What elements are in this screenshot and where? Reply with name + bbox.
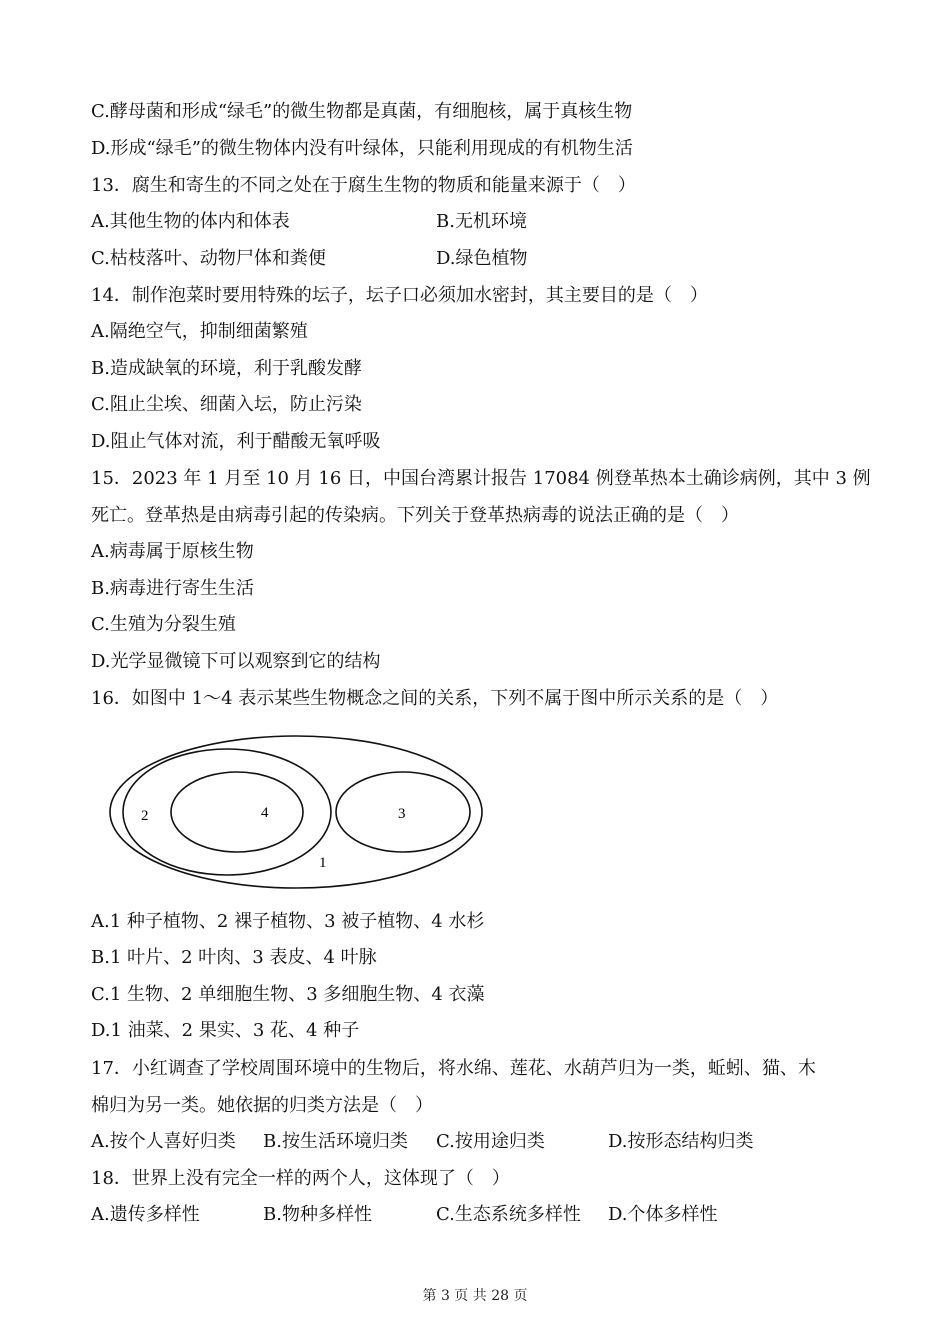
q15-stem-line-1: 15．2023 年 1 月至 10 月 16 日，中国台湾累计报告 17084 例登革热本土确诊病例，其中 3 例: [91, 468, 871, 489]
page-footer: 第 3 页 共 28 页: [422, 1288, 528, 1304]
diagram-label-1: 1: [319, 855, 327, 871]
concept-relation-diagram: [105, 730, 490, 892]
diagram-label-2: 2: [141, 808, 149, 824]
ellipse-4: [171, 772, 303, 852]
q14-option-c: C.阻止尘埃、细菌入坛，防止污染: [91, 394, 362, 415]
q15-stem-line-2: 死亡。登革热是由病毒引起的传染病。下列关于登革热病毒的说法正确的是（ ）: [91, 505, 739, 526]
q13-stem: 13．腐生和寄生的不同之处在于腐生生物的物质和能量来源于（ ）: [91, 175, 636, 196]
q14-stem: 14．制作泡菜时要用特殊的坛子，坛子口必须加水密封，其主要目的是（ ）: [91, 285, 708, 306]
q13-option-c: C.枯枝落叶、动物尸体和粪便: [91, 248, 326, 269]
q16-stem: 16．如图中 1～4 表示某些生物概念之间的关系，下列不属于图中所示关系的是（ ）: [91, 688, 779, 709]
q13-option-a: A.其他生物的体内和体表: [91, 211, 290, 232]
q17-stem-line-1: 17．小红调查了学校周围环境中的生物后，将水绵、莲花、水葫芦归为一类，蚯蚓、猫、木: [91, 1058, 816, 1079]
q16-option-a: A.1 种子植物、2 裸子植物、3 被子植物、4 水杉: [91, 911, 485, 932]
q13-option-d: D.绿色植物: [436, 248, 528, 269]
q14-option-b: B.造成缺氧的环境，利于乳酸发酵: [91, 358, 362, 379]
q15-option-d: D.光学显微镜下可以观察到它的结构: [91, 651, 381, 672]
q17-stem-line-2: 棉归为另一类。她依据的归类方法是（ ）: [91, 1095, 433, 1116]
q17-option-a: A.按个人喜好归类: [91, 1131, 236, 1152]
diagram-label-3: 3: [398, 806, 406, 822]
q17-option-c: C.按用途归类: [436, 1131, 545, 1152]
q16-option-c: C.1 生物、2 单细胞生物、3 多细胞生物、4 衣藻: [91, 984, 485, 1005]
q18-option-a: A.遗传多样性: [91, 1204, 200, 1225]
q12-option-c: C.酵母菌和形成“绿毛”的微生物都是真菌，有细胞核，属于真核生物: [91, 101, 633, 122]
q18-option-c: C.生态系统多样性: [436, 1204, 581, 1225]
q15-option-b: B.病毒进行寄生生活: [91, 578, 254, 599]
q18-option-b: B.物种多样性: [263, 1204, 372, 1225]
q18-option-d: D.个体多样性: [608, 1204, 718, 1225]
diagram-label-4: 4: [261, 805, 269, 821]
ellipse-2: [123, 749, 331, 875]
q12-option-d: D.形成“绿毛”的微生物体内没有叶绿体，只能利用现成的有机物生活: [91, 138, 633, 159]
q15-option-a: A.病毒属于原核生物: [91, 541, 254, 562]
q17-option-d: D.按形态结构归类: [608, 1131, 754, 1152]
ellipse-1: [110, 736, 482, 888]
q16-option-b: B.1 叶片、2 叶肉、3 表皮、4 叶脉: [91, 947, 377, 968]
q18-stem: 18．世界上没有完全一样的两个人，这体现了（ ）: [91, 1168, 510, 1189]
q15-option-c: C.生殖为分裂生殖: [91, 614, 236, 635]
q17-option-b: B.按生活环境归类: [263, 1131, 408, 1152]
q16-option-d: D.1 油菜、2 果实、3 花、4 种子: [91, 1020, 360, 1041]
q13-option-b: B.无机环境: [436, 211, 527, 232]
q14-option-d: D.阻止气体对流，利于醋酸无氧呼吸: [91, 431, 381, 452]
q14-option-a: A.隔绝空气，抑制细菌繁殖: [91, 321, 308, 342]
